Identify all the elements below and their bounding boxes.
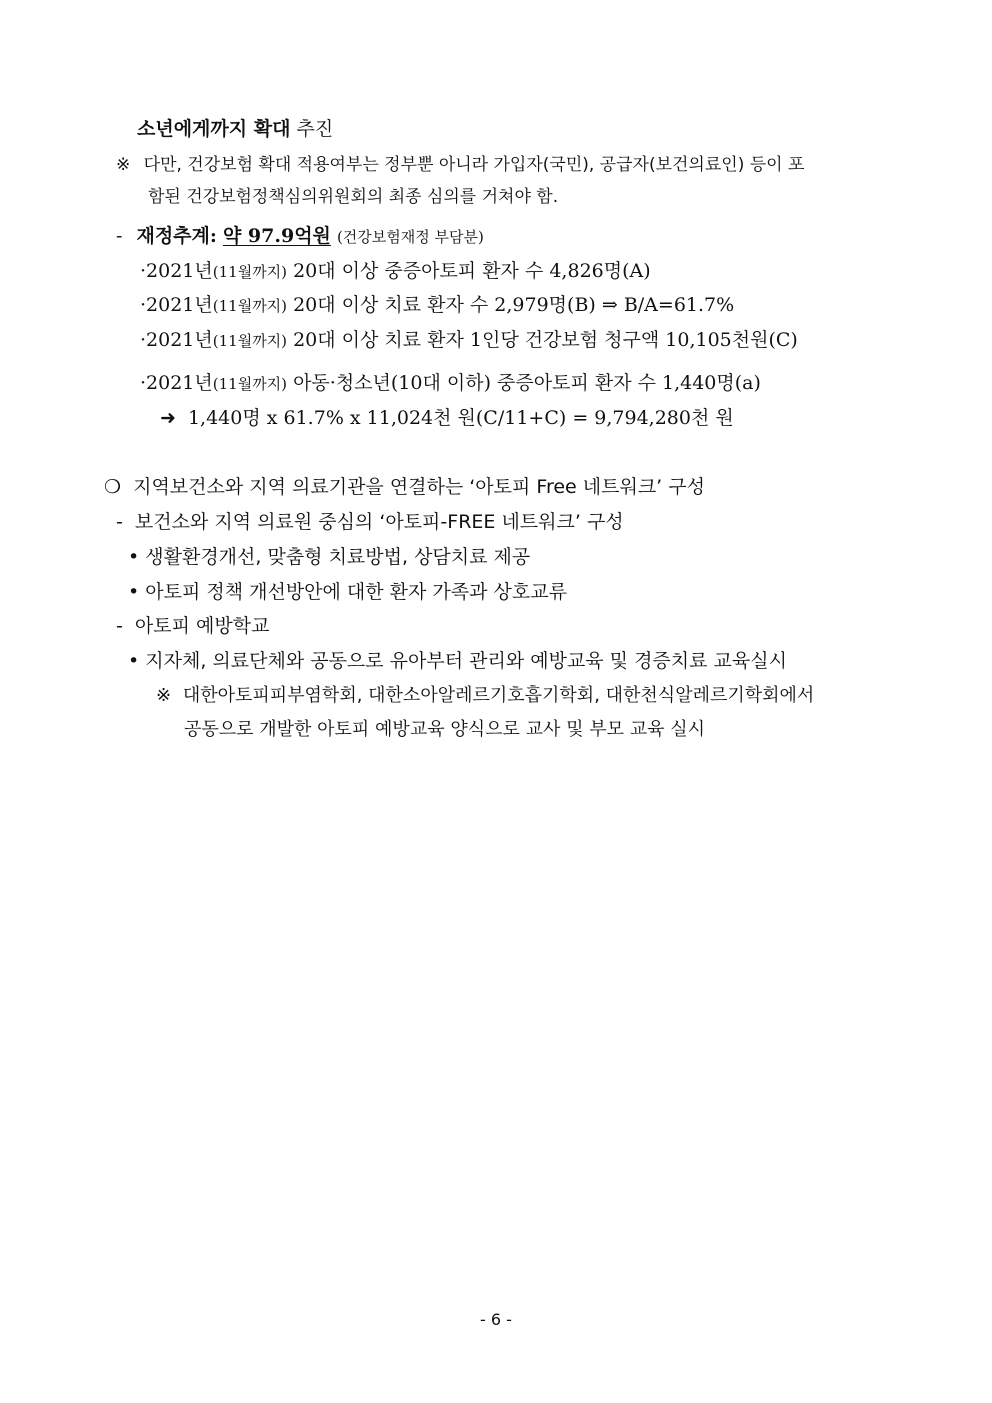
network-item-text: 아토피 정책 개선방안에 대한 환자 가족과 상호교류 [145, 581, 567, 603]
calc-item-1 [140, 258, 651, 285]
heading-bold-text: 소년에게까지 확대 [137, 118, 291, 140]
calc-result-text: 1,440명 x 61.7% x 11,024천 원(C/11+C) = 9,794,280천 원 [187, 407, 734, 429]
finance-dash: - [116, 225, 123, 247]
section2-title-text: 지역보건소와 지역 의료기관을 연결하는 ‘아토피 Free 네트워크’ 구성 [133, 476, 705, 498]
calc-result [160, 405, 734, 431]
subsection-network-text: 보건소와 지역 의료원 중심의 ‘아토피-FREE 네트워크’ 구성 [134, 511, 624, 533]
network-item-2 [128, 579, 567, 605]
school-item-1 [128, 648, 787, 674]
school-note-line-2: 공동으로 개발한 아토피 예방교육 양식으로 교사 및 부모 교육 실시 [184, 719, 705, 740]
subsection-network [116, 509, 624, 535]
page-number: - 6 - [480, 1310, 512, 1329]
finance-amount: 약 97.9억원 [222, 225, 331, 247]
calc-item-3 [140, 327, 798, 354]
note-text-1: 다만, 건강보험 확대 적용여부는 정부뿐 아니라 가입자(국민), 공급자(보건의료인) 등이 포 [143, 155, 805, 175]
school-note-line-1 [156, 683, 814, 709]
calc-period: (11월까지) [212, 297, 288, 315]
circle-bullet-icon: ❍ [104, 476, 122, 498]
item-bullet: • [128, 650, 140, 672]
calc-text: 아동·청소년(10대 이하) 중증아토피 환자 수 1,440명(a) [293, 372, 761, 394]
calc-period: (11월까지) [212, 375, 288, 393]
calc-bullet: · [140, 260, 147, 282]
section2-title [104, 474, 705, 500]
heading-rest-text: 추진 [290, 118, 334, 140]
calc-text: 20대 이상 치료 환자 수 2,979명(B) ⇒ B/A=61.7% [293, 294, 735, 316]
network-item-1 [128, 544, 530, 570]
calc-bullet: · [140, 372, 147, 394]
calc-period: (11월까지) [212, 332, 288, 350]
calc-bullet: · [140, 294, 147, 316]
calc-year: 2021년 [146, 294, 213, 316]
note-line-2: 함된 건강보험정책심의위원회의 최종 심의를 거쳐야 함. [148, 187, 559, 207]
note-mark: ※ [116, 155, 131, 175]
calc-year: 2021년 [146, 260, 213, 282]
dash: - [116, 511, 123, 533]
subsection-school-text: 아토피 예방학교 [134, 615, 270, 637]
network-item-text: 생활환경개선, 맞춤형 치료방법, 상담치료 제공 [145, 546, 531, 568]
calc-year: 2021년 [146, 329, 213, 351]
heading-continuation [137, 116, 333, 142]
calc-item-4 [140, 370, 761, 397]
calc-text: 20대 이상 중증아토피 환자 수 4,826명(A) [293, 260, 651, 282]
calc-text: 20대 이상 치료 환자 1인당 건강보험 청구액 10,105천원(C) [293, 329, 798, 351]
subsection-school [116, 613, 269, 639]
school-note-text-1: 대한아토피피부염학회, 대한소아알레르기호흡기학회, 대한천식알레르기학회에서 [182, 685, 815, 706]
finance-label: 재정추계: [136, 225, 217, 247]
finance-note: (건강보험재정 부담분) [336, 228, 484, 246]
calc-item-2 [140, 292, 734, 319]
calc-bullet: · [140, 329, 147, 351]
note-line-1 [116, 152, 804, 178]
arrow-right-icon: ➜ [160, 407, 176, 429]
item-bullet: • [128, 581, 140, 603]
school-item-text: 지자체, 의료단체와 공동으로 유아부터 관리와 예방교육 및 경증치료 교육실시 [145, 650, 787, 672]
calc-period: (11월까지) [212, 263, 288, 281]
calc-year: 2021년 [146, 372, 213, 394]
finance-estimate [116, 223, 484, 250]
item-bullet: • [128, 546, 140, 568]
dash: - [116, 615, 123, 637]
note-mark: ※ [156, 685, 172, 706]
